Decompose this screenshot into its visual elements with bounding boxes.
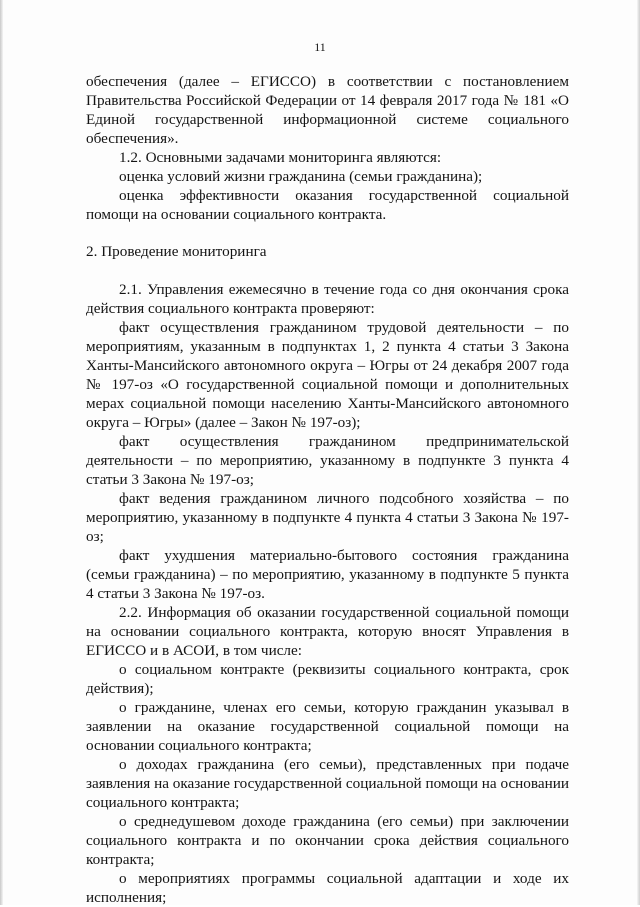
page-number: 11 (314, 40, 326, 54)
list-item-entrepreneurship: факт осуществления гражданином предпринимательской деятельности – по мероприятию, указанному в подпункте 3 пункта 4 статьи 3 Закона № 197-оз; (86, 433, 569, 488)
list-item-per-capita-income: о среднедушевом доходе гражданина (его семьи) при заключении социального контракта и по окончании срока действия социального контракта; (86, 813, 569, 868)
list-item-adaptation-program: о мероприятиях программы социальной адаптации и ходе их исполнения; (86, 870, 569, 906)
scan-edge-left (0, 0, 3, 905)
list-item-income: о доходах гражданина (его семьи), представленных при подаче заявления на оказание государственной социальной помощи на основании социального контракта; (86, 756, 569, 811)
list-item-contract: о социальном контракте (реквизиты социального контракта, срок действия); (86, 661, 569, 697)
list-item-task-1: оценка условий жизни гражданина (семьи гражданина); (119, 168, 483, 185)
list-item-labor-activity: факт осуществления гражданином трудовой деятельности – по мероприятиям, указанным в подпунктах 1, 2 пункта 4 статьи 3 Закона Ханты-Мансийского автономного округа – Югры от 24 декабря 2007 года № 197-оз «О государственной социальной помощи и дополнительных мерах социальной помощи населению Ханты-Мансийского автономного округа – Югры» (далее – Закон № 197-оз); (86, 319, 569, 431)
list-item-living-conditions: факт ухудшения материально-бытового состояния гражданина (семьи гражданина) – по мероприятию, указанному в подпункте 5 пункта 4 статьи 3 Закона № 197-оз. (86, 547, 569, 602)
list-item-family: о гражданине, членах его семьи, которую гражданин указывал в заявлении на оказание государственной социальной помощи на основании социального контракта; (86, 699, 569, 754)
paragraph-1-2: 1.2. Основными задачами мониторинга являются: (119, 149, 442, 166)
paragraph-continuation: обеспечения (далее – ЕГИССО) в соответствии с постановлением Правительства Российской Федерации от 14 февраля 2017 года № 181 «О Единой государственной информационной системе социального обеспечения». (86, 73, 569, 147)
document-body (86, 72, 569, 907)
list-item-subsidiary-farming: факт ведения гражданином личного подсобного хозяйства – по мероприятию, указанному в подпункте 4 пункта 4 статьи 3 Закона № 197-оз; (86, 490, 569, 545)
section-heading: 2. Проведение мониторинга (86, 243, 267, 260)
paragraph-2-2: 2.2. Информация об оказании государственной социальной помощи на основании социального контракта, которую вносят Управления в ЕГИССО и в АСОИ, в том числе: (86, 604, 569, 659)
list-item-task-2: оценка эффективности оказания государственной социальной помощи на основании социального контракта. (86, 187, 569, 223)
paragraph-2-1: 2.1. Управления ежемесячно в течение года со дня окончания срока действия социального контракта проверяют: (86, 281, 569, 317)
